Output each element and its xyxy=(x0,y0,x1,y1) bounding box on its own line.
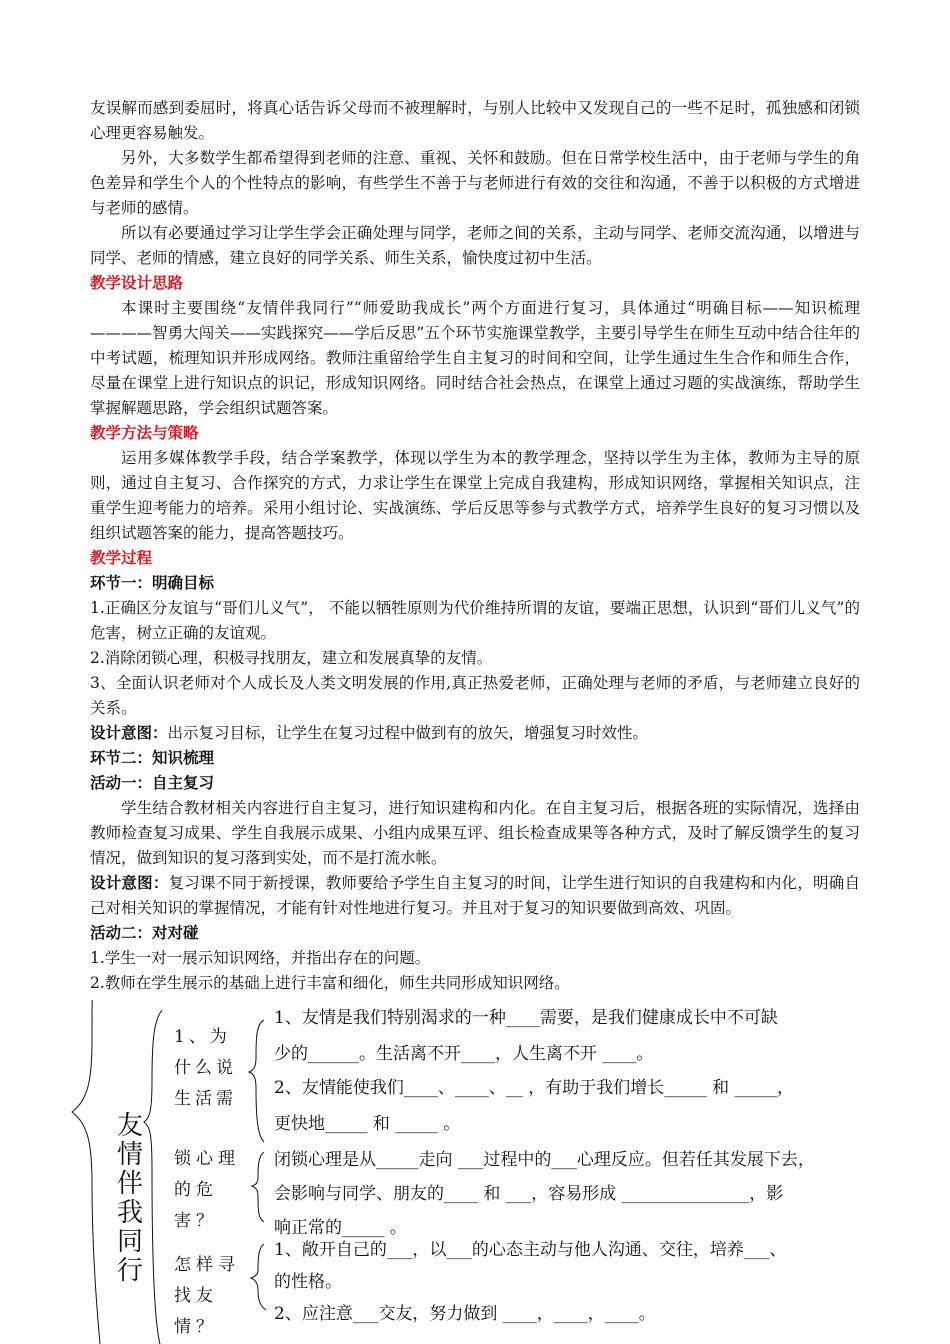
goal-item: 2.消除闭锁心理，积极寻找朋友，建立和发展真挚的友情。 xyxy=(90,649,493,667)
goal-item: 3、全面认识老师对个人成长及人类文明发展的作用,真正热爱老师，正确处理与老师的矛盾，与老师建立良好的关系。 xyxy=(90,674,860,717)
root-brace xyxy=(72,1000,100,1344)
answer-line: 少的______。生活离不开____，人生离不开 ____。 xyxy=(274,1044,654,1064)
answer-line: 更快地_____ 和 _____ 。 xyxy=(274,1114,461,1134)
answer-brace xyxy=(251,1244,266,1310)
answer-line: 闭锁心理是从_____走向 ___过程中的___心理反应。但若任其发展下去， xyxy=(274,1150,815,1170)
paragraph: 所以有必要通过学习让学生学会正确处理与同学，老师之间的关系，主动与同学、老师交流沟通，以增进与同学、老师的情感，建立良好的同学关系、师生关系，愉快度过初中生活。 xyxy=(90,224,860,267)
goal-item: 1.正确区分友谊与“哥们儿义气”， 不能以牺牲原则为代价维持所谓的友谊，要端正思想，认识到“哥们儿义气”的危害，树立正确的友谊观。 xyxy=(90,599,860,642)
answer-brace xyxy=(249,1020,264,1142)
section-heading: 教学过程 xyxy=(90,549,153,567)
question-closed-mind: 锁心理的危害？ xyxy=(174,1149,240,1231)
question-why-friendship: 1、为什么说生活需 xyxy=(174,1027,237,1109)
answer-line: 1、敞开自己的___，以___的心态主动与他人沟通、交往，培养___、 xyxy=(274,1240,787,1260)
answer-line: 2、友情能使我们____、____、__ ，有助于我们增长_____ 和 _____， xyxy=(274,1078,795,1098)
paragraph: 运用多媒体教学手段，结合学案教学，体现以学生为本的教学理念，坚持以学生为主体，教师为主导的原则，通过自主复习、合作探究的方式，力求让学生在课堂上完成自我建构，形成知识网络，掌握相关知识点，注重学生迎考能力的培养。采用小组讨论、实战演练、学后反思等参与式教学方式，培养学生良好的复习习惯以及组织试题答案的能力，提高答题技巧。 xyxy=(90,449,860,542)
list-item: 1.学生一对一展示知识网络，并指出存在的问题。 xyxy=(90,949,431,967)
answer-line: 的性格。 xyxy=(274,1272,342,1292)
answer-line: 会影响与同学、朋友的____ 和 ___，容易形成 _______________，影 xyxy=(274,1184,784,1204)
list-item: 2.教师在学生展示的基础上进行丰富和细化，师生共同形成知识网络。 xyxy=(90,974,570,992)
section-heading: 教学设计思路 xyxy=(90,274,184,292)
answer-line: 2、应注意___交友，努力做到 ____，____，____。 xyxy=(274,1304,656,1324)
design-intent: 设计意图：出示复习目标，让学生在复习过程中做到有的放矢，增强复习时效性。 xyxy=(90,724,649,742)
knowledge-mindmap xyxy=(0,1000,950,1344)
design-intent: 设计意图：复习课不同于新授课，教师要给予学生自主复习的时间，让学生进行知识的自我建构和内化，明确自己对相关知识的掌握情况，才能有针对性地进行复习。并且对于复习的知识要做到高效、巩固。 xyxy=(90,874,860,917)
paragraph: 本课时主要围绕“友情伴我同行”“师爱助我成长”两个方面进行复习，具体通过“明确目标——知识梳理————智勇大闯关——实践探究——学后反思”五个环节实施课堂教学，主要引导学生在师生互动中结合往年的中考试题，梳理知识并形成网络。教师注重留给学生自主复习的时间和空间，让学生通过生生合作和师生合作，尽量在课堂上进行知识点的识记，形成知识网络。同时结合社会热点，在课堂上通过习题的实战演练，帮助学生掌握解题思路，学会组织试题答案。 xyxy=(90,299,860,417)
step-title: 环节一：明确目标 xyxy=(90,574,215,592)
paragraph: 友误解而感到委屈时，将真心话告诉父母而不被理解时，与别人比较中又发现自己的一些不足时，孤独感和闭锁心理更容易触发。 xyxy=(90,99,860,142)
activity-title: 活动一：自主复习 xyxy=(90,774,215,792)
answer-line: 响正常的_____ 。 xyxy=(274,1218,407,1238)
section-heading: 教学方法与策略 xyxy=(90,424,199,442)
answer-brace xyxy=(252,1152,264,1222)
mindmap-root: 友情伴我同行 xyxy=(116,1111,143,1286)
activity-title: 活动二：对对碰 xyxy=(90,924,199,942)
paragraph: 学生结合教材相关内容进行自主复习，进行知识建构和内化。在自主复习后，根据各班的实际情况，选择由教师检查复习成果、学生自我展示成果、小组内成果互评、组长检查成果等各种方式，及时了解反馈学生的复习情况，做到知识的复习落到实处，而不是打流水帐。 xyxy=(90,799,860,867)
answer-line: 1、友情是我们特别渴求的一种____需要，是我们健康成长中不可缺 xyxy=(274,1008,778,1028)
step-title: 环节二：知识梳理 xyxy=(90,749,215,767)
question-find-friendship: 怎样寻找友情？ xyxy=(174,1255,240,1337)
document-body xyxy=(90,96,860,996)
paragraph: 另外，大多数学生都希望得到老师的注意、重视、关怀和鼓励。但在日常学校生活中，由于老师与学生的角色差异和学生个人的个性特点的影响，有些学生不善于与老师进行有效的交往和沟通，不善于以积极的方式增进与老师的感情。 xyxy=(90,149,860,217)
